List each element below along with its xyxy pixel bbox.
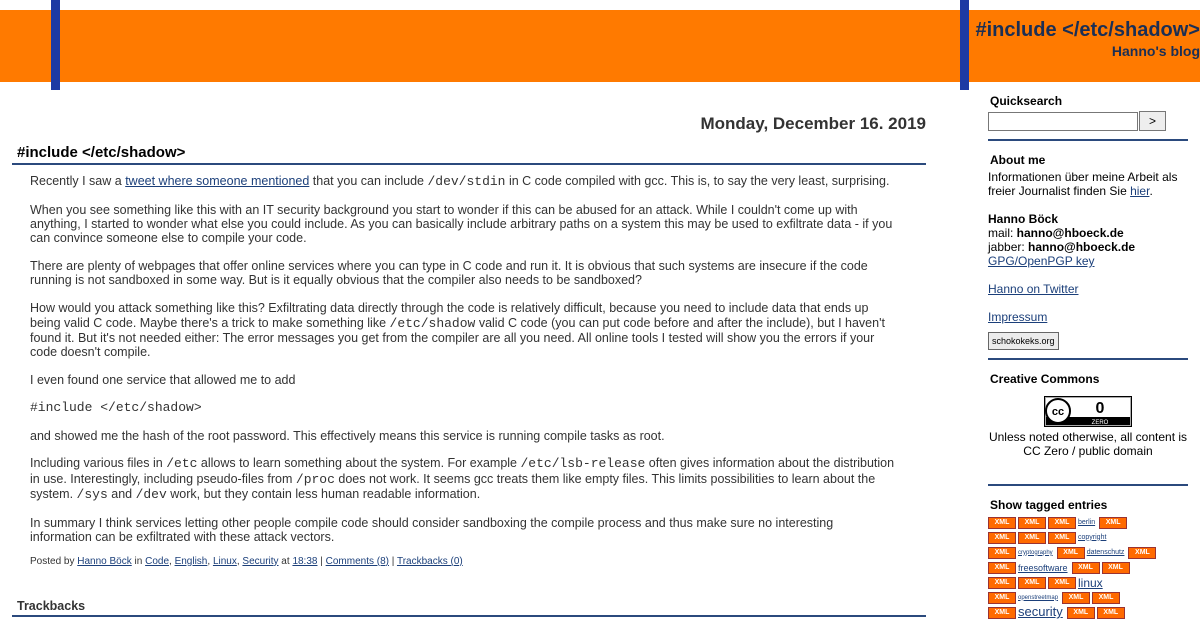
xml-feed-icon[interactable]: XML <box>1018 577 1046 589</box>
paragraph-5: I even found one service that allowed me to add <box>30 372 296 387</box>
site-title[interactable]: #include </etc/shadow> <box>975 19 1200 41</box>
xml-feed-icon[interactable]: XML <box>1128 547 1156 559</box>
category-link-linux[interactable]: Linux <box>212 555 237 567</box>
svg-text:ZERO: ZERO <box>1091 420 1109 426</box>
xml-feed-icon[interactable]: XML <box>1048 532 1076 544</box>
tags-title: Show tagged entries <box>990 498 1108 512</box>
xml-feed-icon[interactable]: XML <box>988 577 1016 589</box>
xml-feed-icon[interactable]: XML <box>988 547 1016 559</box>
tag-link-copyright[interactable]: copyright <box>1078 533 1107 541</box>
author-name: Hanno Böck <box>988 212 1059 226</box>
xml-feed-icon[interactable]: XML <box>1018 532 1046 544</box>
xml-feed-icon[interactable]: XML <box>1048 517 1076 529</box>
about-section: Informationen über meine Arbeit als freier Journalist finden Sie hier. Hanno Böck mail: hanno@hboeck.de jabber: hanno@hboeck.de GPG/OpenPGP key Hanno on Twitter Impressum schokokeks.org <box>988 170 1188 350</box>
header-left-bar <box>51 0 60 90</box>
xml-feed-icon[interactable]: XML <box>1092 592 1120 604</box>
main-content <box>12 112 926 617</box>
tag-link-datenschutz[interactable]: datenschutz <box>1086 548 1125 556</box>
tag-link-cryptography[interactable]: cryptography <box>1018 549 1053 556</box>
paragraph-7: and showed me the hash of the root password. This effectively means this service is running compile tasks as root. <box>30 428 665 443</box>
twitter-link[interactable]: Hanno on Twitter <box>988 282 1079 296</box>
paragraph-4: How would you attack something like this? Exfiltrating data directly through the code is relatively difficult, because you need to include data that ends up being valid C code. Maybe there's a trick to make something like /etc/shadow valid C code (you can put code before and after the include), but I haven't found it. But it's not needed either: The error messages you get from the compiler are all you need. All online tools I tested will show you the errors if your code doesn't compile. <box>30 301 885 360</box>
xml-feed-icon[interactable]: XML <box>1057 547 1085 559</box>
sidebar <box>988 94 1188 620</box>
svg-text:cc: cc <box>1051 406 1065 418</box>
xml-feed-icon[interactable]: XML <box>1097 607 1125 619</box>
entry-body <box>12 165 926 544</box>
impressum-link[interactable]: Impressum <box>988 310 1048 324</box>
quicksearch-form <box>988 111 1188 131</box>
site-description: Hanno's blog <box>1111 43 1200 59</box>
category-link-code[interactable]: Code <box>145 555 169 567</box>
xml-feed-icon[interactable]: XML <box>1062 592 1090 604</box>
xml-feed-icon[interactable]: XML <box>1099 517 1127 529</box>
quicksearch-title: Quicksearch <box>990 94 1063 108</box>
xml-feed-icon[interactable]: XML <box>988 532 1016 544</box>
xml-feed-icon[interactable]: XML <box>1018 517 1046 529</box>
category-link-english[interactable]: English <box>174 555 208 567</box>
trackbacks-link[interactable]: Trackbacks (0) <box>396 555 463 567</box>
tag-link-openstreetmap[interactable]: openstreetmap <box>1018 594 1059 601</box>
entry-date: Monday, December 16. 2019 <box>700 114 926 133</box>
xml-feed-icon[interactable]: XML <box>988 562 1016 574</box>
hosting-badge[interactable]: schokokeks.org <box>988 332 1059 350</box>
paragraph-8: Including various files in /etc allows to learn something about the system. For example /etc/lsb-release often gives information about the distribution in use. Interestingly, including pseudo-files from /proc does not work. It seems gcc treats them like empty files. This limits possibilities to learn about the system. /sys and /dev work, but they contain less human readable information. <box>30 456 895 502</box>
entry-title: #include </etc/shadow> <box>12 143 926 165</box>
cc-notice: Unless noted otherwise, all content is CC Zero / public domain <box>988 430 1188 458</box>
xml-feed-icon[interactable]: XML <box>1048 577 1076 589</box>
about-title: About me <box>990 153 1046 167</box>
svg-text:0: 0 <box>1095 400 1105 417</box>
sidebar-divider <box>988 484 1188 486</box>
jabber-address: hanno@hboeck.de <box>1028 240 1136 254</box>
quicksearch-button[interactable]: > <box>1139 111 1166 131</box>
paragraph-3: There are plenty of webpages that offer online services where you can type in C code and run it. It is obvious that such systems are insecure if the code running is not sandboxed in some way. But is it equally obvious that the compiler also needs to be sandboxed? <box>30 259 868 288</box>
gpg-key-link[interactable]: GPG/OpenPGP key <box>988 254 1095 268</box>
entry-footer: Posted by Hanno Böck in Code, English, Linux, Security at 18:38 | Comments (8) | Trackbacks (0) <box>30 555 463 567</box>
tag-link-linux[interactable]: linux <box>1078 575 1103 590</box>
paragraph-2: When you see something like this with an IT security background you start to wonder if this can be abused for an attack. While I couldn't come up with anything, I started to wonder what else you could include. As you can basically include arbitrary paths on a system this may be used to exfiltrate data - if you can convince someone else to compile your code. <box>30 202 893 246</box>
tag-link-security[interactable]: security <box>1018 604 1063 620</box>
mail-address: hanno@hboeck.de <box>1016 226 1124 240</box>
tag-link-freesoftware[interactable]: freesoftware <box>1018 562 1068 573</box>
trackbacks-heading: Trackbacks <box>12 599 926 617</box>
tweet-link[interactable]: tweet where someone mentioned <box>125 174 310 188</box>
xml-feed-icon[interactable]: XML <box>988 517 1016 529</box>
xml-feed-icon[interactable]: XML <box>988 592 1016 604</box>
about-link[interactable]: hier <box>1130 184 1150 198</box>
tag-list <box>988 515 1188 620</box>
author-link[interactable]: Hanno Böck <box>77 555 132 567</box>
xml-feed-icon[interactable]: XML <box>988 607 1016 619</box>
xml-feed-icon[interactable]: XML <box>1067 607 1095 619</box>
cc-title: Creative Commons <box>990 372 1100 386</box>
xml-feed-icon[interactable]: XML <box>1072 562 1100 574</box>
header-right-bar <box>960 0 969 90</box>
sidebar-divider <box>988 139 1188 141</box>
quicksearch-input[interactable] <box>988 112 1138 131</box>
permalink-time[interactable]: 18:38 <box>292 555 318 567</box>
comments-link[interactable]: Comments (8) <box>325 555 389 567</box>
category-link-security[interactable]: Security <box>242 555 279 567</box>
code-include-shadow: #include </etc/shadow> <box>30 399 202 415</box>
xml-feed-icon[interactable]: XML <box>1102 562 1130 574</box>
cc-zero-logo-icon[interactable] <box>1044 396 1132 427</box>
sidebar-divider <box>988 358 1188 360</box>
tag-link-berlin[interactable]: berlin <box>1078 518 1096 526</box>
paragraph-1: Recently I saw a tweet where someone mentioned that you can include /dev/stdin in C code compiled with gcc. This is, to say the very least, surprising. <box>30 174 890 189</box>
paragraph-9: In summary I think services letting other people compile code should consider sandboxing the compile process and thus make sure no interesting information can be exfiltrated with these attack vectors. <box>30 515 834 545</box>
